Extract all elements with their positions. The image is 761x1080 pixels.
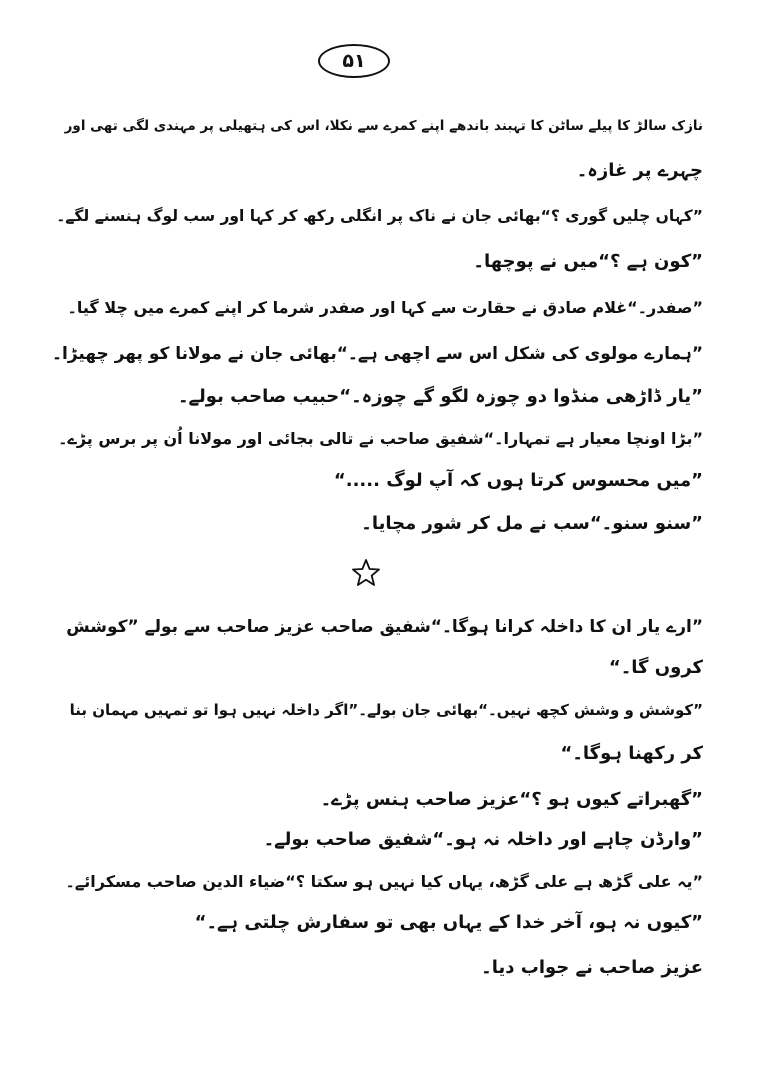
text-line: عزیز صاحب نے جواب دیا۔ (481, 957, 703, 978)
text-line: ”کہاں چلیں گوری ؟“بھائی جان نے ناک پر انگلی رکھ کر کہا اور سب لوگ ہنسنے لگے۔ (56, 207, 703, 225)
text-line: ”صفدر۔“غلام صادق نے حقارت سے کہا اور صفدر شرما کر اپنے کمرے میں چلا گیا۔ (67, 298, 703, 317)
text-line: ”یہ علی گڑھ ہے علی گڑھ، یہاں کیا نہیں ہو سکتا ؟“ضیاء الدین صاحب مسکرائے۔ (65, 872, 703, 891)
text-line: ”ہمارے مولوی کی شکل اس سے اچھی ہے۔“بھائی جان نے مولانا کو پھر چھیڑا۔ (52, 344, 703, 364)
text-line: ”کیوں نہ ہو، آخر خدا کے یہاں بھی تو سفارش چلتی ہے۔“ (194, 912, 703, 933)
text-line: کر رکھنا ہوگا۔“ (560, 743, 703, 764)
text-line: چہرے پر غازہ۔ (576, 160, 703, 181)
text-line: کروں گا۔“ (608, 657, 703, 678)
text-line: ”میں محسوس کرتا ہوں کہ آپ لوگ .....“ (333, 470, 703, 491)
page-number: ۵۱ (318, 44, 390, 78)
text-line: ”یار ڈاڑھی منڈوا دو چوزہ لگو گے چوزہ۔“حبیب صاحب بولے۔ (177, 386, 703, 407)
text-line: ”وارڈن چاہے اور داخلہ نہ ہو۔“شفیق صاحب بولے۔ (263, 829, 703, 850)
text-line: ”بڑا اونچا معیار ہے تمہارا۔“شفیق صاحب نے تالی بجائی اور مولانا اُن پر برس پڑے۔ (58, 429, 703, 448)
text-line: ”کوشش و وشش کچھ نہیں۔“بھائی جان بولے۔”اگر داخلہ نہیں ہوا تو تمہیں مہمان بنا (69, 701, 703, 719)
text-line: ”سنو سنو۔“سب نے مل کر شور مچایا۔ (361, 513, 703, 534)
text-line: ”گھبراتے کیوں ہو ؟“عزیز صاحب ہنس پڑے۔ (320, 789, 703, 810)
text-line: نازک سالڑ کا پیلے ساٹن کا تہبند باندھے اپنے کمرے سے نکلا، اس کی ہتھیلی پر مہندی لگی تھی اور (64, 118, 703, 134)
text-line: ”ارے یار ان کا داخلہ کرانا ہوگا۔“شفیق صاحب عزیز صاحب سے بولے ”کوشش (66, 617, 703, 637)
star-outline-icon (351, 558, 381, 588)
text-line: ”کون ہے ؟“میں نے پوچھا۔ (473, 251, 703, 272)
